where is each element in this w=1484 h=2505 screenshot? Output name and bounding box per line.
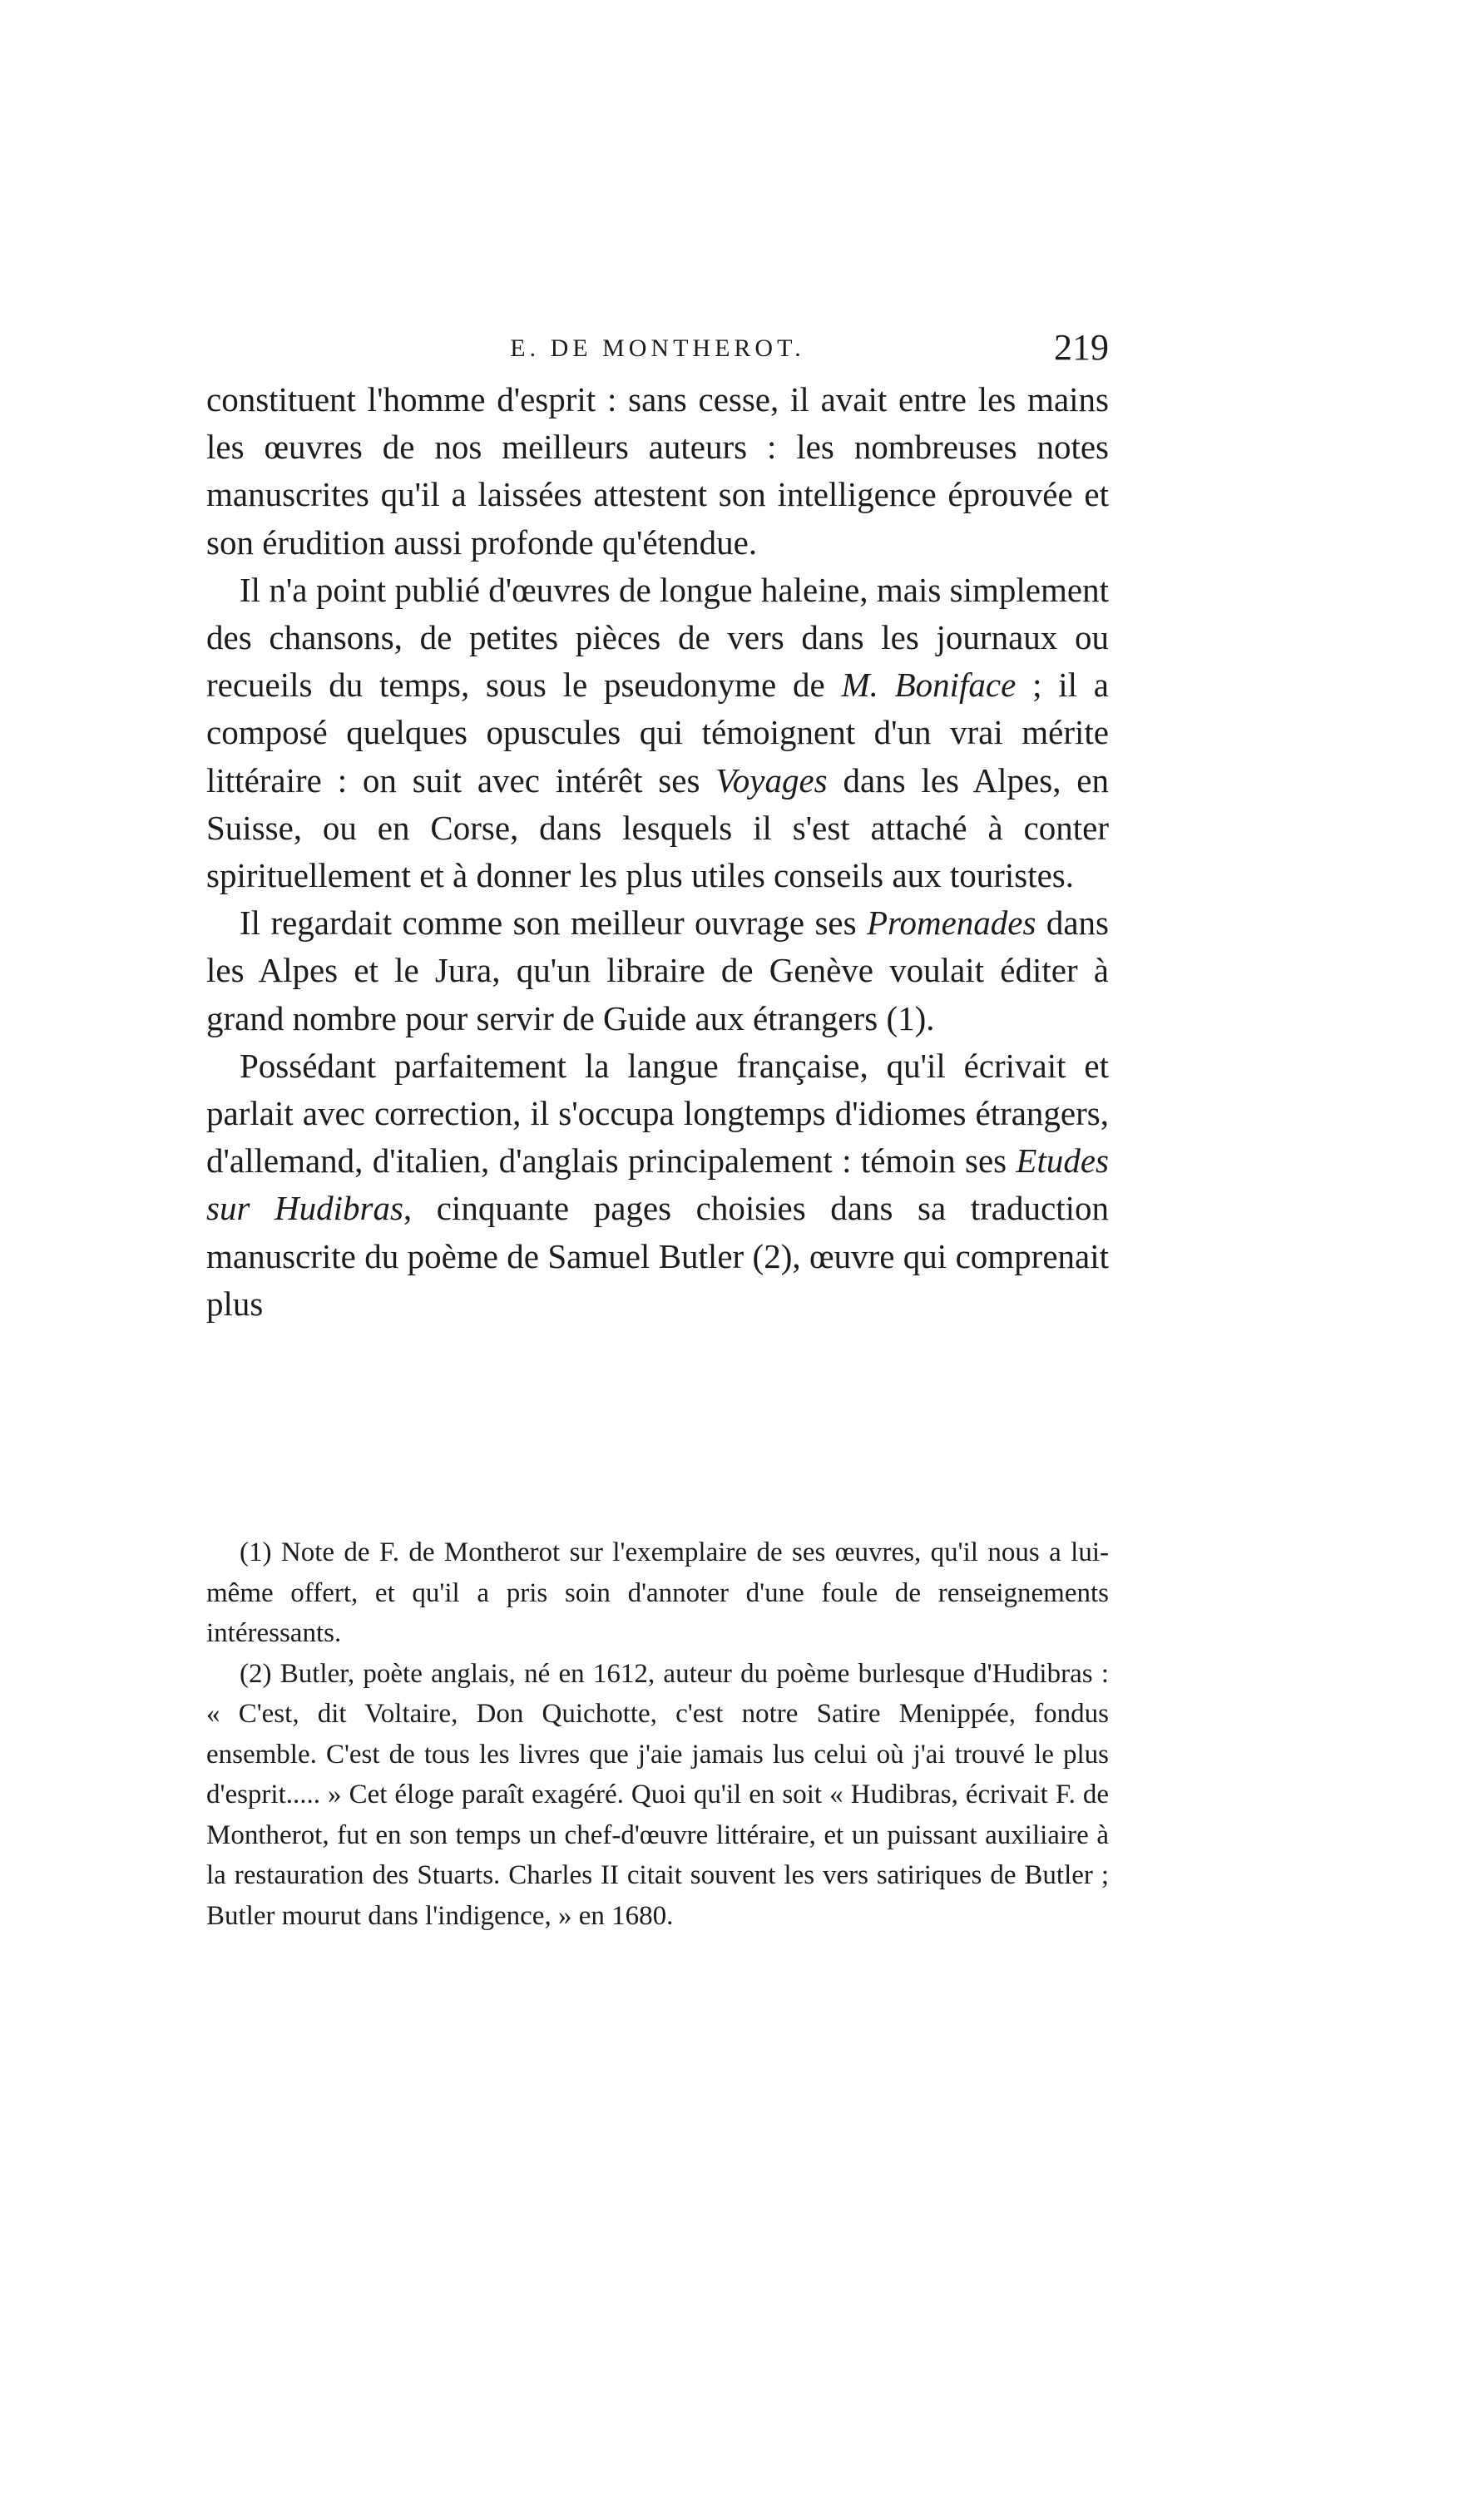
body-paragraph	[206, 376, 1109, 567]
running-title: E. DE MONTHEROT.	[510, 334, 805, 362]
italic-title: M. Boniface	[841, 666, 1017, 705]
italic-title: Promenades	[866, 903, 1036, 943]
italic-title: Voyages	[715, 760, 828, 800]
page-number: 219	[1054, 327, 1109, 368]
footnote: (2) Butler, poète anglais, né en 1612, auteur du poème burlesque d'Hudibras : « C'est, dit Voltaire, Don Quichotte, c'est notre Satire Menippée, fondus ensemble. C'est de tous les livres que j'aie jamais lus celui où j'ai trouvé le plus d'esprit..... » Cet éloge paraît exagéré. Quoi qu'il en soit « Hudibras, écrivait F. de Montherot, fut en son temps un chef-d'œuvre littéraire, et un puissant auxiliaire à la restauration des Stuarts. Charles II citait souvent les vers satiriques de Butler ; Butler mourut dans l'indigence, » en 1680.	[206, 1658, 1109, 1931]
paragraph-text: dans les Alpes et le Jura, qu'un libraire de Genève voulait éditer à grand nombre pour servir de Guide aux étrangers (1).	[206, 903, 1109, 1037]
footnotes	[206, 1532, 1109, 1936]
running-head	[206, 326, 1109, 376]
body-paragraph	[206, 1042, 1109, 1328]
paragraph-text: Possédant parfaitement la langue française, qu'il écrivait et parlait avec correction, il s'occupa longtemps d'idiomes étrangers, d'allemand, d'italien, d'anglais principalement : témoin ses	[206, 1046, 1109, 1181]
body-text	[206, 376, 1109, 1328]
paragraph-text: , cinquante pages choisies dans sa traduction manuscrite du poème de Samuel Butler (2), œuvre qui comprenait plus	[206, 1189, 1109, 1323]
footnote: (1) Note de F. de Montherot sur l'exemplaire de ses œuvres, qu'il nous a lui-même offert, et qu'il a pris soin d'annoter d'une foule de renseignements intéressants.	[206, 1537, 1109, 1648]
paragraph-text: Il regardait comme son meilleur ouvrage ses	[240, 903, 867, 943]
paragraph-text: dans les Alpes, en Suisse, ou en Corse, dans lesquels il s'est attaché à conter spirituellement et à donner les plus utiles conseils aux touristes.	[206, 760, 1109, 895]
italic-title: Etudes sur Hudibras	[206, 1141, 1109, 1228]
body-paragraph	[206, 899, 1109, 1042]
paragraph-text: ; il a composé quelques opuscules qui témoignent d'un vrai mérite littéraire : on suit avec intérêt ses	[206, 666, 1109, 800]
body-paragraph	[206, 567, 1109, 899]
paragraph-text: Il n'a point publié d'œuvres de longue haleine, mais simplement des chansons, de petites pièces de vers dans les journaux ou recueils du temps, sous le pseudonyme de	[206, 570, 1109, 705]
paragraph-text: constituent l'homme d'esprit : sans cesse, il avait entre les mains les œuvres de nos meilleurs auteurs : les nombreuses notes manuscrites qu'il a laissées attestent son intelligence éprouvée et son érudition aussi profonde qu'étendue.	[206, 380, 1109, 562]
